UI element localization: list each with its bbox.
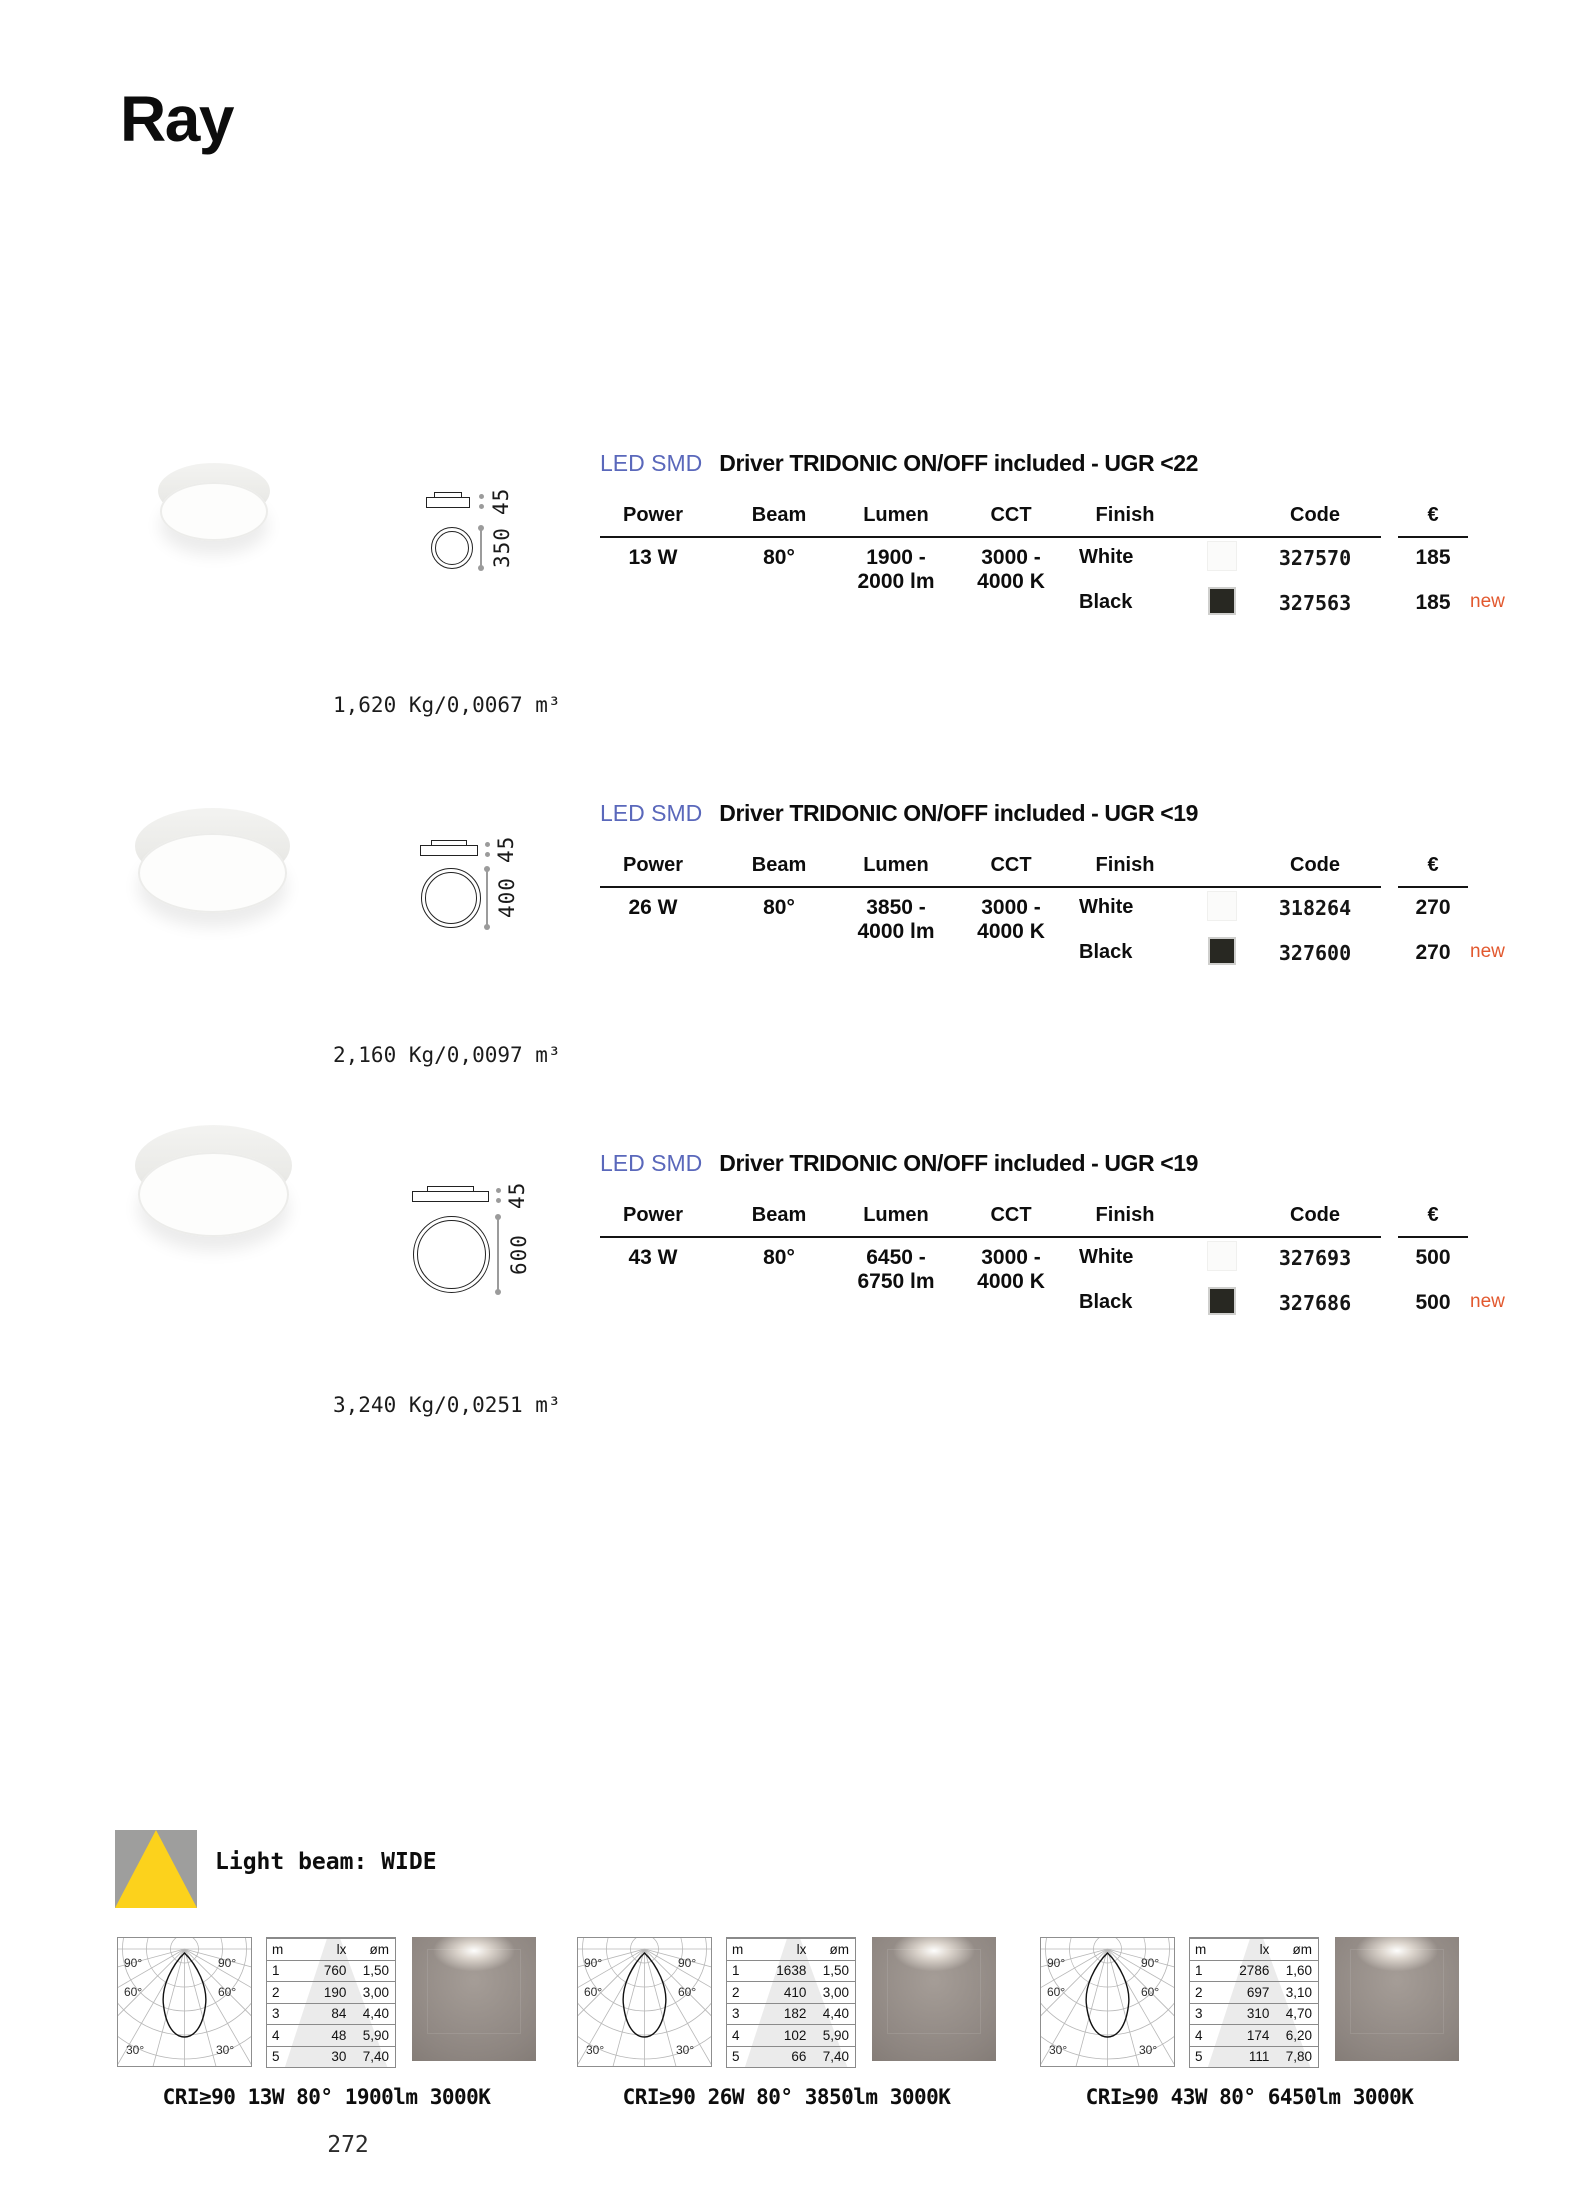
header-m: m: [1195, 1941, 1207, 1957]
wide-beam-icon: [115, 1830, 197, 1908]
polar-60-label: 60°: [1047, 1985, 1066, 1999]
table-row: [267, 1981, 395, 2003]
power-value: 13 W: [628, 546, 678, 569]
table-row: [727, 2046, 855, 2068]
power-value: 26 W: [628, 896, 678, 919]
finish-label-white: White: [1079, 546, 1134, 568]
product-photo: [135, 1125, 292, 1237]
price-black: 500: [1415, 1291, 1451, 1314]
header-m: m: [732, 1941, 744, 1957]
price-black: 270: [1415, 941, 1451, 964]
cell-om: 4,70: [1285, 2006, 1312, 2022]
col-header-cct: CCT: [990, 504, 1032, 526]
header-om: øm: [1292, 1941, 1312, 1957]
led-smd-label: LED SMD: [600, 450, 703, 476]
cell-lx: 190: [323, 1984, 347, 2000]
cell-lx: 697: [1246, 1984, 1270, 2000]
beam-demo-photo: [1335, 1937, 1459, 2061]
price-white: 185: [1415, 546, 1451, 569]
col-header-lumen: Lumen: [863, 504, 929, 526]
spec-heading: [600, 1150, 1198, 1177]
cell-om: 1,50: [362, 1963, 389, 1979]
cell-m: 5: [272, 2049, 280, 2065]
light-beam-label: Light beam: WIDE: [215, 1849, 437, 1875]
col-header-lumen: Lumen: [863, 1204, 929, 1226]
product-code-black: 327600: [1278, 941, 1352, 965]
photometry-group-26w: [577, 1937, 997, 2122]
header-om: øm: [369, 1941, 389, 1957]
polar-30-label: 30°: [1049, 2043, 1068, 2057]
polar-90-label: 90°: [1047, 1956, 1066, 1970]
cell-lx: 102: [783, 2027, 807, 2043]
col-header-power: Power: [622, 504, 684, 526]
table-row: [727, 2024, 855, 2046]
lumen-value-line1: 1900 -: [866, 546, 926, 569]
lumen-value-line1: 6450 -: [866, 1246, 926, 1269]
height-dimension-marks: [485, 842, 490, 857]
cell-om: 1,60: [1285, 1963, 1312, 1979]
col-header-euro: €: [1427, 1204, 1439, 1226]
header-lx: lx: [1259, 1941, 1270, 1957]
col-header-beam: Beam: [751, 854, 807, 876]
col-header-finish: Finish: [1095, 1204, 1155, 1226]
polar-90-label: 90°: [1141, 1956, 1160, 1970]
dimension-side-view: [426, 492, 470, 508]
cell-lx: 760: [323, 1963, 347, 1979]
finish-label-white: White: [1079, 896, 1134, 918]
diameter-dimension-line: [497, 1216, 499, 1293]
photometry-group-43w: [1040, 1937, 1460, 2122]
cell-lx: 310: [1246, 2006, 1270, 2022]
table-row: [267, 2024, 395, 2046]
polar-60-label: 60°: [678, 1985, 697, 1999]
dimension-top-view-circle: [431, 527, 473, 569]
cell-m: 3: [732, 2006, 740, 2022]
col-header-code: Code: [1290, 1204, 1340, 1226]
table-row: [1190, 1960, 1318, 1982]
finish-label-black: Black: [1079, 941, 1133, 963]
cct-value-line2: 4000 K: [977, 570, 1045, 593]
dimension-top-view-circle: [421, 868, 481, 928]
spec-heading: [600, 800, 1198, 827]
price-white: 270: [1415, 896, 1451, 919]
height-dimension-label: 45: [494, 835, 518, 863]
cell-lx: 66: [791, 2049, 807, 2065]
table-row: [1190, 2003, 1318, 2025]
illuminance-table: [1189, 1937, 1319, 2068]
black-swatch: [1208, 587, 1236, 615]
polar-60-label: 60°: [124, 1985, 143, 1999]
weight-volume-note: 1,620 Kg/0,0067 m³: [333, 693, 561, 717]
table-row: [727, 2003, 855, 2025]
white-swatch: [1208, 892, 1236, 920]
cct-value-line1: 3000 -: [981, 896, 1041, 919]
cell-om: 4,40: [362, 2006, 389, 2022]
cell-lx: 30: [331, 2049, 347, 2065]
cell-om: 4,40: [822, 2006, 849, 2022]
cct-value-line1: 3000 -: [981, 1246, 1041, 1269]
lamp-diffuser-shape: [138, 833, 287, 913]
cell-om: 5,90: [362, 2027, 389, 2043]
table-row: [1190, 2046, 1318, 2068]
height-dimension-label: 45: [489, 487, 513, 515]
black-swatch: [1208, 1287, 1236, 1315]
cell-om: 7,40: [822, 2049, 849, 2065]
polar-90-label: 90°: [124, 1956, 143, 1970]
cell-om: 3,00: [822, 1984, 849, 2000]
table-row: [267, 2046, 395, 2068]
cell-om: 6,20: [1285, 2027, 1312, 2043]
finish-label-black: Black: [1079, 591, 1133, 613]
product-section-600: [0, 1150, 1574, 1480]
table-rule-euro: [1398, 536, 1468, 538]
cell-m: 1: [1195, 1963, 1203, 1979]
driver-heading: Driver TRIDONIC ON/OFF included - UGR <19: [719, 1150, 1199, 1176]
cell-om: 5,90: [822, 2027, 849, 2043]
driver-heading: Driver TRIDONIC ON/OFF included - UGR <19: [719, 800, 1199, 826]
polar-90-label: 90°: [678, 1956, 697, 1970]
cell-lx: 410: [783, 1984, 807, 2000]
lumen-value-line2: 4000 lm: [857, 920, 935, 943]
diameter-dimension-line: [486, 868, 488, 928]
cell-lx: 111: [1248, 2049, 1270, 2065]
side-view-body: [412, 1191, 489, 1202]
lumen-value-line2: 6750 lm: [857, 1270, 935, 1293]
dimension-side-view: [412, 1186, 489, 1202]
lamp-diffuser-shape: [138, 1152, 289, 1237]
cell-m: 3: [1195, 2006, 1203, 2022]
table-header-row: [1190, 1938, 1318, 1960]
spec-heading: [600, 450, 1198, 477]
illuminance-table: [726, 1937, 856, 2068]
beam-demo-photo: [872, 1937, 996, 2061]
table-row: [727, 1981, 855, 2003]
cell-m: 1: [732, 1963, 740, 1979]
led-smd-label: LED SMD: [600, 1150, 703, 1176]
diameter-dimension-label: 600: [507, 1234, 531, 1276]
height-dimension-label: 45: [505, 1181, 529, 1209]
cell-om: 3,00: [362, 1984, 389, 2000]
lamp-diffuser-shape: [160, 482, 268, 541]
product-code-white: 318264: [1278, 896, 1352, 920]
cell-m: 5: [732, 2049, 740, 2065]
col-header-cct: CCT: [990, 1204, 1032, 1226]
lumen-value-line1: 3850 -: [866, 896, 926, 919]
cell-m: 4: [272, 2027, 280, 2043]
col-header-finish: Finish: [1095, 854, 1155, 876]
cell-m: 4: [1195, 2027, 1203, 2043]
photometry-group-13w: [117, 1937, 537, 2122]
col-header-code: Code: [1290, 854, 1340, 876]
polar-90-label: 90°: [218, 1956, 237, 1970]
beam-value: 80°: [763, 1246, 795, 1269]
cell-m: 5: [1195, 2049, 1203, 2065]
cell-lx: 174: [1246, 2027, 1270, 2043]
cell-m: 3: [272, 2006, 280, 2022]
cell-m: 2: [732, 1984, 740, 2000]
illuminance-table: [266, 1937, 396, 2068]
table-row: [1190, 2024, 1318, 2046]
height-dimension-marks: [496, 1188, 501, 1203]
driver-heading: Driver TRIDONIC ON/OFF included - UGR <22: [719, 450, 1199, 476]
table-rule: [600, 886, 1381, 888]
table-header-row: [267, 1938, 395, 1960]
new-badge: new: [1470, 941, 1505, 962]
black-swatch: [1208, 937, 1236, 965]
header-lx: lx: [796, 1941, 807, 1957]
table-row: [727, 1960, 855, 1982]
polar-30-label: 30°: [126, 2043, 145, 2057]
cell-lx: 84: [331, 2006, 347, 2022]
col-header-euro: €: [1427, 504, 1439, 526]
col-header-power: Power: [622, 854, 684, 876]
cell-om: 7,80: [1285, 2049, 1312, 2065]
page-number: 272: [327, 2132, 369, 2158]
product-code-white: 327570: [1278, 546, 1352, 570]
height-dimension-marks: [479, 494, 484, 509]
table-rule: [600, 536, 1381, 538]
table-header-row: [727, 1938, 855, 1960]
beam-value: 80°: [763, 896, 795, 919]
price-black: 185: [1415, 591, 1451, 614]
col-header-beam: Beam: [751, 1204, 807, 1226]
cell-m: 4: [732, 2027, 740, 2043]
table-row: [267, 1960, 395, 1982]
product-code-black: 327563: [1278, 591, 1352, 615]
weight-volume-note: 2,160 Kg/0,0097 m³: [333, 1043, 561, 1067]
col-header-lumen: Lumen: [863, 854, 929, 876]
diameter-dimension-label: 400: [495, 877, 519, 919]
table-rule-euro: [1398, 886, 1468, 888]
white-swatch: [1208, 1242, 1236, 1270]
header-lx: lx: [336, 1941, 347, 1957]
photometry-caption: CRI≥90 43W 80° 6450lm 3000K: [1085, 2085, 1414, 2109]
diameter-dimension-line: [480, 527, 482, 569]
finish-label-white: White: [1079, 1246, 1134, 1268]
cct-value-line2: 4000 K: [977, 1270, 1045, 1293]
finish-label-black: Black: [1079, 1291, 1133, 1313]
header-om: øm: [829, 1941, 849, 1957]
cell-lx: 182: [783, 2006, 807, 2022]
polar-90-label: 90°: [584, 1956, 603, 1970]
polar-60-label: 60°: [218, 1985, 237, 1999]
polar-30-label: 30°: [216, 2043, 235, 2057]
product-photo: [158, 463, 270, 541]
cell-om: 1,50: [822, 1963, 849, 1979]
new-badge: new: [1470, 591, 1505, 612]
table-row: [1190, 1981, 1318, 2003]
cell-m: 1: [272, 1963, 280, 1979]
table-rule-euro: [1398, 1236, 1468, 1238]
dimension-top-view-circle: [413, 1216, 490, 1293]
product-section-350: [0, 450, 1574, 780]
side-view-body: [420, 845, 478, 856]
cct-value-line2: 4000 K: [977, 920, 1045, 943]
cell-lx: 2786: [1239, 1963, 1270, 1979]
cell-om: 7,40: [362, 2049, 389, 2065]
product-section-400: [0, 800, 1574, 1130]
col-header-euro: €: [1427, 854, 1439, 876]
product-code-white: 327693: [1278, 1246, 1352, 1270]
header-m: m: [272, 1941, 284, 1957]
power-value: 43 W: [628, 1246, 678, 1269]
cell-om: 3,10: [1285, 1984, 1312, 2000]
dimension-side-view: [420, 840, 478, 856]
polar-30-label: 30°: [1139, 2043, 1158, 2057]
product-photo: [135, 808, 290, 913]
polar-30-label: 30°: [586, 2043, 605, 2057]
polar-60-label: 60°: [584, 1985, 603, 1999]
cell-m: 2: [1195, 1984, 1203, 2000]
cell-m: 2: [272, 1984, 280, 2000]
new-badge: new: [1470, 1291, 1505, 1312]
photometry-caption: CRI≥90 26W 80° 3850lm 3000K: [622, 2085, 951, 2109]
cct-value-line1: 3000 -: [981, 546, 1041, 569]
table-row: [267, 2003, 395, 2025]
polar-60-label: 60°: [1141, 1985, 1160, 1999]
col-header-cct: CCT: [990, 854, 1032, 876]
col-header-power: Power: [622, 1204, 684, 1226]
cell-lx: 1638: [776, 1963, 807, 1979]
led-smd-label: LED SMD: [600, 800, 703, 826]
side-view-body: [426, 497, 470, 508]
white-swatch: [1208, 542, 1236, 570]
product-code-black: 327686: [1278, 1291, 1352, 1315]
price-white: 500: [1415, 1246, 1451, 1269]
page-title: Ray: [120, 83, 233, 155]
beam-value: 80°: [763, 546, 795, 569]
polar-30-label: 30°: [676, 2043, 695, 2057]
beam-demo-photo: [412, 1937, 536, 2061]
table-rule: [600, 1236, 1381, 1238]
photometry-caption: CRI≥90 13W 80° 1900lm 3000K: [162, 2085, 491, 2109]
col-header-finish: Finish: [1095, 504, 1155, 526]
beam-triangle-icon: [115, 1830, 197, 1908]
lumen-value-line2: 2000 lm: [857, 570, 935, 593]
col-header-beam: Beam: [751, 504, 807, 526]
cell-lx: 48: [331, 2027, 347, 2043]
diameter-dimension-label: 350: [490, 527, 514, 569]
weight-volume-note: 3,240 Kg/0,0251 m³: [333, 1393, 561, 1417]
col-header-code: Code: [1290, 504, 1340, 526]
